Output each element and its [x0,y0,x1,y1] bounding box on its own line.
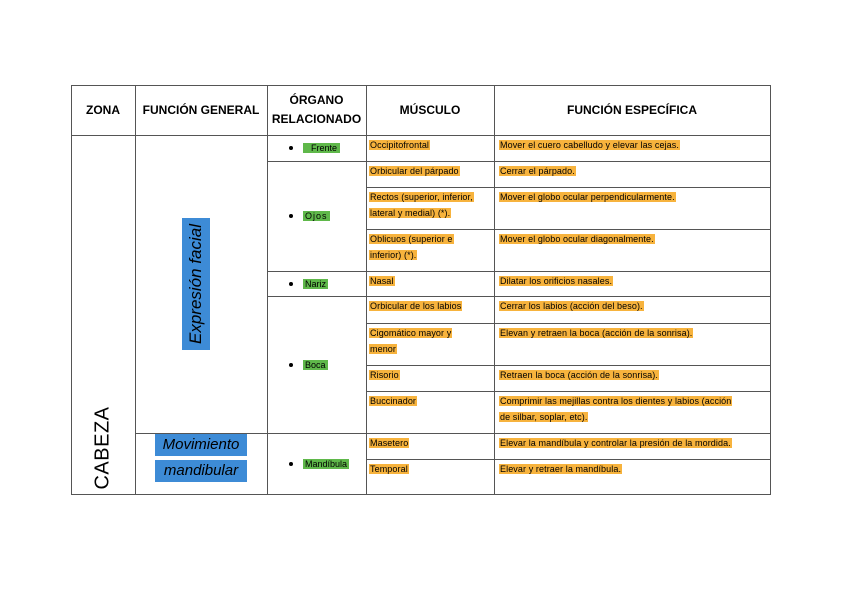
muscle-text: Rectos (superior, inferior, [370,192,473,202]
function-cell [499,273,613,289]
header-musculo: MÚSCULO [399,102,461,117]
muscle-text: Nasal [370,276,394,286]
function-cell [499,325,693,341]
movimiento-label-line2: mandibular [155,460,247,482]
function-text: Elevan y retraen la boca (acción de la sonrisa). [500,328,693,338]
function-text: Elevar y retraer la mandíbula. [500,464,622,474]
muscle-text: Cigomático mayor y [370,328,452,338]
organ-label: Mandíbula [305,458,348,469]
organ-cell [289,296,328,433]
function-text: Mover el globo ocular perpendicularmente. [500,192,675,202]
function-text: Retraen la boca (acción de la sonrisa). [500,370,658,380]
row-line [366,365,771,366]
function-cell [499,231,655,247]
organ-label: Boca [305,359,326,370]
muscle-text: Temporal [370,464,408,474]
bullet-icon [289,146,293,150]
function-text: Cerrar los labios (acción del beso). [500,301,643,311]
muscle-cell [369,137,430,153]
muscle-cell [369,163,460,179]
muscle-text: Risorio [370,370,399,380]
muscle-cell [369,461,409,477]
row-line [267,296,771,297]
muscle-text: menor [370,344,397,354]
muscle-text: Orbicular de los labios [370,301,462,311]
bullet-icon [289,282,293,286]
bullet-icon [289,462,293,466]
header-divider [71,135,771,136]
function-cell [499,298,644,314]
muscle-text: lateral y medial) (*). [370,208,451,218]
table-border-bottom [71,494,771,495]
organ-cell [289,271,328,296]
header-organo-line2: RELACIONADO [271,112,362,126]
row-line [366,459,771,460]
organ-cell [289,433,349,494]
muscle-text: Buccinador [370,396,417,406]
row-line [267,271,771,272]
muscle-text: inferior) (*). [370,250,417,260]
muscle-cell [369,325,452,357]
muscle-cell [369,393,417,409]
muscle-cell [369,367,400,383]
function-text: de silbar, soplar, etc). [500,412,588,422]
function-cell [499,137,680,153]
muscle-cell [369,298,462,314]
function-text: Elevar la mandíbula y controlar la presión de la mordida. [500,438,731,448]
movimiento-label-line1: Movimiento [155,434,247,456]
muscle-text: Orbicular del párpado [370,166,459,176]
expresion-facial-label: Expresión facial [186,223,205,345]
function-text: Comprimir las mejillas contra los dientes y labios (acción [500,396,732,406]
muscle-cell [369,189,474,221]
muscle-cell [369,273,395,289]
function-cell [499,393,732,425]
function-cell [499,189,676,205]
bullet-icon [289,363,293,367]
organ-cell [289,161,330,271]
header-zona: ZONA [86,102,120,117]
muscle-text: Occipitofrontal [370,140,430,150]
function-text: Mover el globo ocular diagonalmente. [500,234,654,244]
row-line [366,229,771,230]
function-text: Mover el cuero cabelludo y elevar las cejas. [500,140,679,150]
header-funcion-general: FUNCIÓN GENERAL [142,102,260,117]
function-text: Cerrar el párpado. [500,166,575,176]
function-cell [499,435,732,451]
function-cell [499,367,659,383]
muscle-cell [369,435,409,451]
row-line [267,161,771,162]
organ-label: Nariz [305,278,327,289]
muscle-text: Oblicuos (superior e [370,234,453,244]
zona-cell [71,400,135,495]
zona-label: CABEZA [91,405,114,490]
muscle-cell [369,231,454,263]
muscle-text: Masetero [370,438,409,448]
row-line [366,323,771,324]
organ-label: Frente [303,143,340,153]
function-cell [499,461,622,477]
row-line [366,187,771,188]
expresion-facial-label-box [182,218,210,350]
header-funcion-especifica: FUNCIÓN ESPECÍFICA [566,102,697,117]
bullet-icon [289,214,293,218]
header-organo-line1: ÓRGANO [289,93,344,107]
function-text: Dilatar los orificios nasales. [500,276,613,286]
header-organo [267,85,366,135]
row-line [366,391,771,392]
function-cell [499,163,576,179]
organ-cell [289,135,340,161]
organ-label: Ojos [305,211,328,221]
